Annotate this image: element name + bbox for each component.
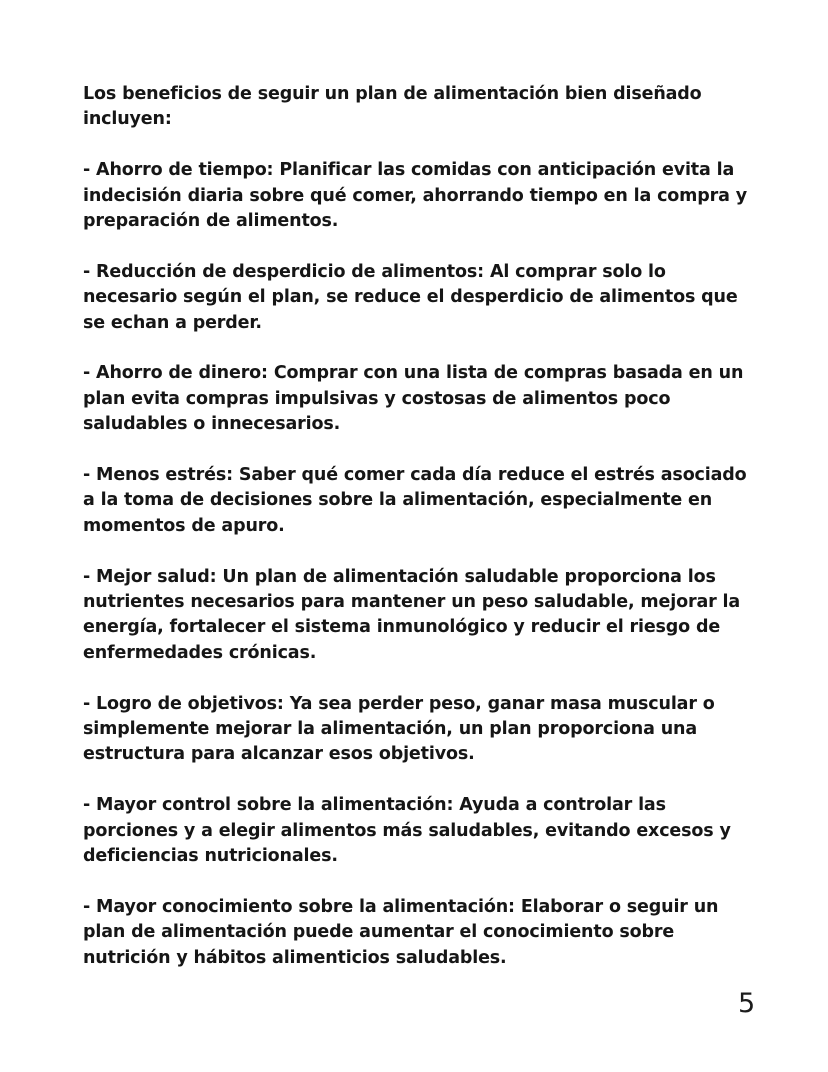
benefit-better-health: - Mejor salud: Un plan de alimentación saludable proporciona los nutrientes necesarios para mantener un peso saludable, mejorar la energía, fortalecer el sistema inmunológico y reducir el riesgo de enfermedades crónicas. [83, 566, 741, 663]
benefit-more-control: - Mayor control sobre la alimentación: Ayuda a controlar las porciones y a elegir alimentos más saludables, evitando excesos y deficiencias nutricionales. [83, 795, 731, 867]
benefit-waste-reduction: - Reducción de desperdicio de alimentos: Al comprar solo lo necesario según el plan, se reduce el desperdicio de alimentos que se echan a perder. [83, 261, 738, 333]
body-text [83, 82, 755, 996]
benefit-time-saving: - Ahorro de tiempo: Planificar las comidas con anticipación evita la indecisión diaria sobre qué comer, ahorrando tiempo en la compra y preparación de alimentos. [83, 160, 747, 232]
intro-paragraph: Los beneficios de seguir un plan de alimentación bien diseñado incluyen: [83, 84, 702, 130]
benefit-goal-achievement: - Logro de objetivos: Ya sea perder peso, ganar masa muscular o simplemente mejorar la alimentación, un plan proporciona una estructura para alcanzar esos objetivos. [83, 693, 715, 765]
page-number: 5 [738, 988, 756, 1019]
benefit-money-saving: - Ahorro de dinero: Comprar con una lista de compras basada en un plan evita compras impulsivas y costosas de alimentos poco saludables o innecesarios. [83, 363, 744, 435]
benefit-less-stress: - Menos estrés: Saber qué comer cada día reduce el estrés asociado a la toma de decisiones sobre la alimentación, especialmente en momentos de apuro. [83, 465, 747, 536]
benefit-more-knowledge: - Mayor conocimiento sobre la alimentación: Elaborar o seguir un plan de alimentación puede aumentar el conocimiento sobre nutrición y hábitos alimenticios saludables. [83, 896, 719, 968]
